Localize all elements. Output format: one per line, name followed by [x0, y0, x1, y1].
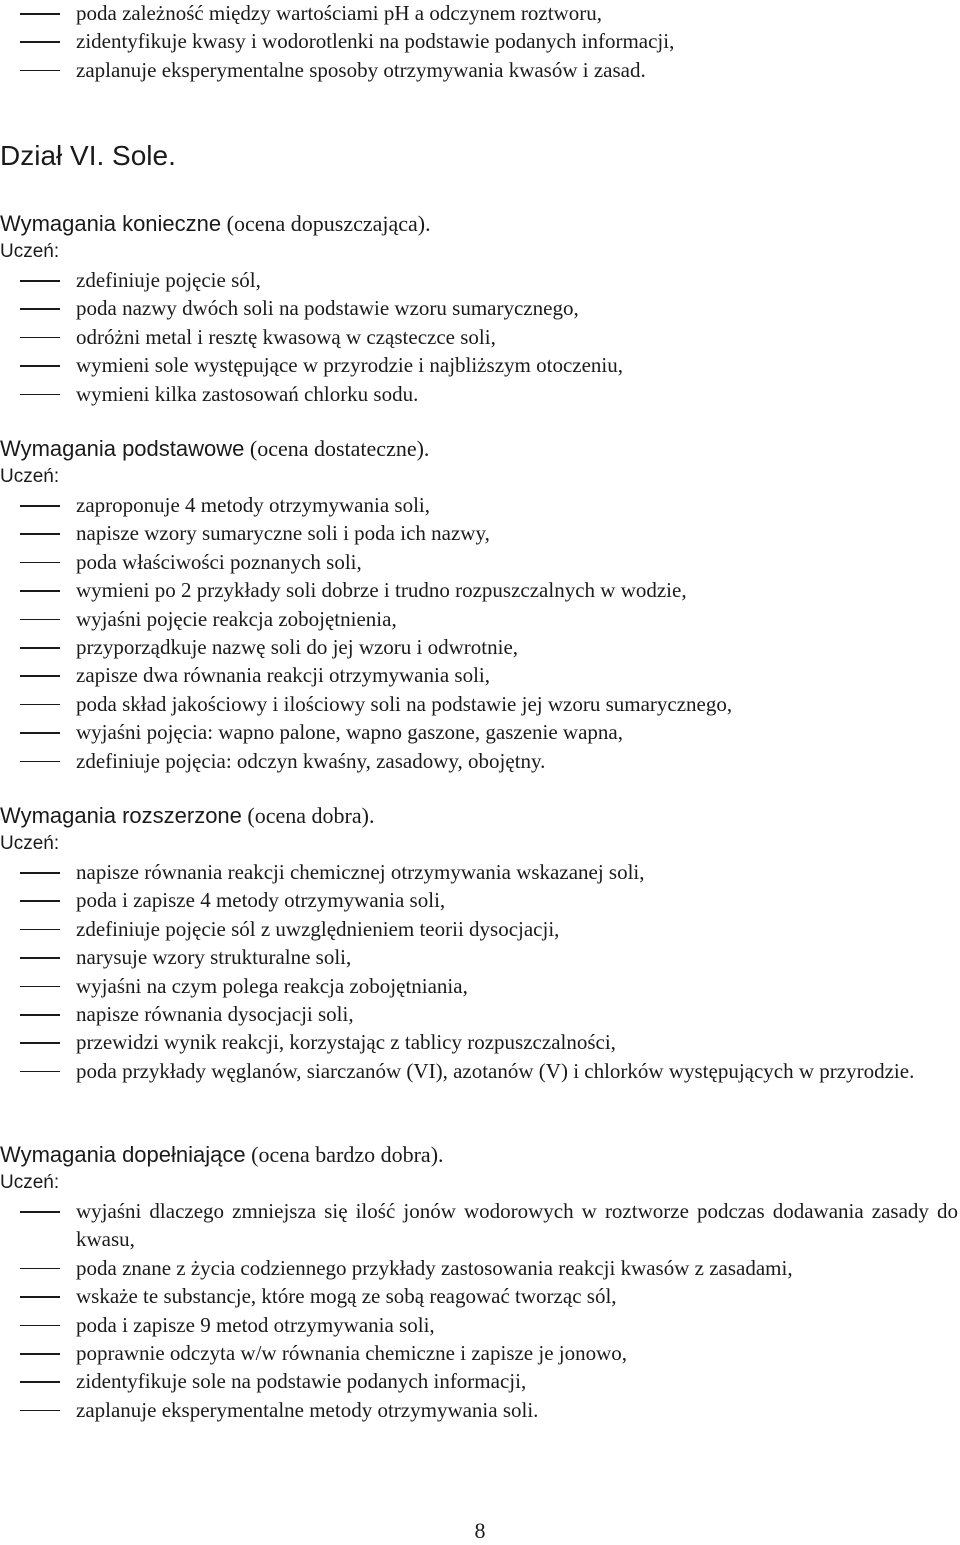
section-konieczne [0, 210, 960, 408]
list-item-text: poda zależność między wartościami pH a odczynem roztworu, [76, 1, 602, 25]
list-item [0, 747, 960, 775]
list-item-text: zaplanuje eksperymentalne sposoby otrzymywania kwasów i zasad. [76, 57, 646, 82]
dash-bullet [20, 704, 60, 706]
list-item-text: napisze równania reakcji chemicznej otrzymywania wskazanej soli, [76, 860, 645, 884]
top-list [0, 0, 960, 84]
list-item [0, 576, 960, 604]
list-item-text: wskaże te substancje, które mogą ze sobą reagować tworząc sól, [76, 1284, 617, 1309]
dash-bullet [20, 1071, 60, 1073]
chapter-title: Dział VI. Sole. [0, 140, 176, 171]
dash-bullet [20, 647, 60, 649]
dash-bullet [20, 872, 60, 874]
list-item [0, 1311, 960, 1339]
dash-bullet [20, 1211, 60, 1213]
list-item [0, 1197, 960, 1254]
dash-bullet [20, 1042, 60, 1044]
list-item [0, 1282, 960, 1310]
list-item [0, 294, 960, 322]
list-item [0, 605, 960, 633]
list-item [0, 548, 960, 576]
pupil-label: Uczeń: [0, 833, 60, 854]
list-item [0, 351, 960, 379]
list-item [0, 886, 960, 914]
list-item [0, 56, 960, 84]
dash-bullet [20, 761, 60, 763]
list-item [0, 943, 960, 971]
list-item-text: zaproponuje 4 metody otrzymywania soli, [76, 493, 430, 517]
dash-bullet [20, 957, 60, 959]
section-title-rest: (ocena dobra). [241, 803, 375, 828]
requirements-list [0, 858, 960, 1085]
section-title-strong: Wymagania dopełniające [0, 1142, 246, 1167]
list-item-text: poda skład jakościowy i ilościowy soli na podstawie jej wzoru sumarycznego, [76, 691, 733, 716]
dash-bullet [20, 675, 60, 677]
dash-bullet [20, 986, 60, 988]
list-item [0, 1254, 960, 1282]
page-number: 8 [474, 1518, 486, 1543]
list-item [0, 858, 960, 886]
list-item-text: odróżni metal i resztę kwasową w cząsteczce soli, [76, 324, 496, 349]
section-title-rest: (ocena dostateczne). [244, 436, 430, 461]
dash-bullet [20, 533, 60, 535]
dash-bullet [20, 929, 60, 931]
list-item-text: przewidzi wynik reakcji, korzystając z tablicy rozpuszczalności, [76, 1030, 616, 1055]
section-title [0, 435, 960, 463]
list-item-text: narysuje wzory strukturalne soli, [76, 945, 352, 970]
list-item [0, 380, 960, 408]
pupil-label: Uczeń: [0, 1172, 60, 1193]
list-item-text: zaplanuje eksperymentalne metody otrzymywania soli. [76, 1397, 539, 1422]
list-item-text: napisze wzory sumaryczne soli i poda ich nazwy, [76, 521, 490, 546]
list-item [0, 1339, 960, 1367]
section-title-strong: Wymagania rozszerzone [0, 803, 242, 828]
dash-bullet [20, 41, 60, 43]
list-item-text: poda nazwy dwóch soli na podstawie wzoru sumarycznego, [76, 296, 579, 321]
requirements-list [0, 266, 960, 408]
dash-bullet [20, 1353, 60, 1355]
list-item-text: wymieni kilka zastosowań chlorku sodu. [76, 381, 419, 406]
section-title-rest: (ocena bardzo dobra). [245, 1142, 444, 1167]
dash-bullet [20, 505, 60, 507]
section-dopelniajace [0, 1141, 960, 1424]
list-item [0, 661, 960, 689]
dash-bullet [20, 1381, 60, 1383]
dash-bullet [20, 590, 60, 592]
dash-bullet [20, 1014, 60, 1016]
list-item-text: wyjaśni dlaczego zmniejsza się ilość jonów wodorowych w roztworze podczas dodawania zasady do kwasu, [76, 1199, 958, 1252]
list-item-text: zdefiniuje pojęcie sól, [76, 268, 261, 292]
list-item-text: poda i zapisze 4 metody otrzymywania soli, [76, 888, 446, 913]
dash-bullet [20, 394, 60, 396]
list-item-text: poda i zapisze 9 metod otrzymywania soli, [76, 1312, 435, 1337]
pupil-label: Uczeń: [0, 466, 60, 487]
list-item-text: wyjaśni pojęcie reakcja zobojętnienia, [76, 606, 397, 631]
dash-bullet [20, 365, 60, 367]
dash-bullet [20, 900, 60, 902]
list-item-text: zapisze dwa równania reakcji otrzymywania soli, [76, 663, 491, 688]
dash-bullet [20, 308, 60, 310]
requirements-list [0, 1197, 960, 1424]
dash-bullet [20, 1296, 60, 1298]
list-item [0, 1000, 960, 1028]
section-title [0, 210, 960, 238]
list-item [0, 1367, 960, 1395]
list-item-text: zdefiniuje pojęcie sól z uwzględnieniem teorii dysocjacji, [76, 916, 560, 941]
list-item [0, 1028, 960, 1056]
dash-bullet [20, 1410, 60, 1412]
list-item [0, 519, 960, 547]
list-item [0, 690, 960, 718]
section-title [0, 1141, 960, 1169]
list-item-text: zdefiniuje pojęcia: odczyn kwaśny, zasadowy, obojętny. [76, 748, 546, 773]
list-item [0, 718, 960, 746]
list-item [0, 915, 960, 943]
list-item [0, 27, 960, 55]
list-item [0, 0, 960, 27]
dash-bullet [20, 70, 60, 72]
dash-bullet [20, 337, 60, 339]
list-item [0, 1396, 960, 1424]
list-item-text: napisze równania dysocjacji soli, [76, 1002, 354, 1027]
list-item-text: wymieni po 2 przykłady soli dobrze i trudno rozpuszczalnych w wodzie, [76, 578, 687, 603]
list-item [0, 633, 960, 661]
dash-bullet [20, 1268, 60, 1270]
list-item-text: zidentyfikuje kwasy i wodorotlenki na podstawie podanych informacji, [76, 29, 675, 54]
section-title-strong: Wymagania podstawowe [0, 436, 245, 461]
list-item [0, 491, 960, 519]
list-item-text: poda przykłady węglanów, siarczanów (VI), azotanów (V) i chlorków występujących w przyrodzie. [76, 1058, 915, 1083]
list-item-text: poda znane z życia codziennego przykłady zastosowania reakcji kwasów z zasadami, [76, 1255, 793, 1280]
list-item-text: wyjaśni na czym polega reakcja zobojętniania, [76, 973, 468, 998]
dash-bullet [20, 280, 60, 282]
section-title [0, 802, 960, 830]
list-item [0, 1057, 960, 1085]
dash-bullet [20, 562, 60, 564]
list-item-text: zidentyfikuje sole na podstawie podanych informacji, [76, 1369, 527, 1394]
list-item [0, 972, 960, 1000]
list-item [0, 323, 960, 351]
list-item-text: przyporządkuje nazwę soli do jej wzoru i odwrotnie, [76, 635, 519, 660]
list-item-text: wymieni sole występujące w przyrodzie i najbliższym otoczeniu, [76, 353, 623, 378]
section-rozszerzone [0, 802, 960, 1085]
list-item [0, 266, 960, 294]
section-title-rest: (ocena dopuszczająca). [221, 211, 431, 236]
pupil-label: Uczeń: [0, 241, 60, 262]
list-item-text: wyjaśni pojęcia: wapno palone, wapno gaszone, gaszenie wapna, [76, 720, 623, 745]
section-title-strong: Wymagania konieczne [0, 211, 222, 236]
list-item-text: poprawnie odczyta w/w równania chemiczne i zapisze je jonowo, [76, 1341, 628, 1366]
dash-bullet [20, 732, 60, 734]
dash-bullet [20, 1325, 60, 1327]
dash-bullet [20, 619, 60, 621]
list-item-text: poda właściwości poznanych soli, [76, 549, 362, 574]
dash-bullet [20, 13, 60, 15]
requirements-list [0, 491, 960, 775]
section-podstawowe [0, 435, 960, 775]
